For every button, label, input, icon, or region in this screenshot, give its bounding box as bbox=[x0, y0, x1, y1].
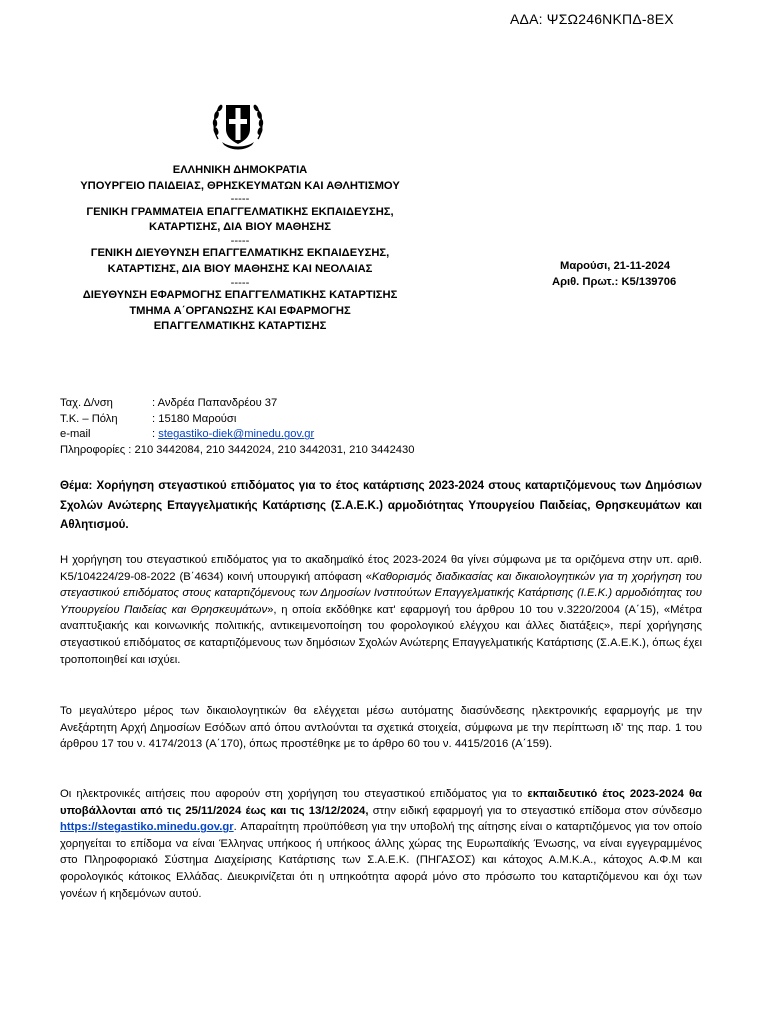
para1-text-a: Η χορήγηση του στεγαστικού επιδόματος για το ακαδημαϊκό έτος 2023-2024 θα γίνει σύμφωνα με τα οριζόμενα στην υπ. αριθ. Κ5/104224/29-08-2022 (Β΄4634) κοινή υπουργική απόφαση « bbox=[60, 554, 702, 583]
street-row bbox=[60, 396, 414, 412]
greek-coat-of-arms-icon bbox=[208, 95, 268, 155]
city-row bbox=[60, 412, 414, 428]
body-paragraph-1 bbox=[60, 552, 702, 668]
header-directorate: ΔΙΕΥΘΥΝΣΗ ΕΦΑΡΜΟΓΗΣ ΕΠΑΓΓΕΛΜΑΤΙΚΗΣ ΚΑΤΑΡΤΙΣΗΣ bbox=[82, 289, 398, 302]
street-label: Ταχ. Δ/νση bbox=[60, 397, 113, 409]
para3-text-b: στην ειδική εφαρμογή για το στεγαστικό επίδομα στον σύνδεσμο bbox=[368, 804, 703, 817]
email-row bbox=[60, 427, 414, 443]
para3-text-a: Οι ηλεκτρονικές αιτήσεις που αφορούν στη χορήγηση του στεγαστικού επιδόματος για το bbox=[60, 788, 528, 800]
header-separator: ----- bbox=[230, 193, 250, 206]
para3-text-c: . Απαραίτητη προϋπόθεση για την υποβολή της αίτησης είναι ο καταρτιζόμενος για τον οποίο χορηγείται το επίδομα να είναι Έλληνας υπήκοος ή υπήκοος άλλης χώρας της Ευρωπαϊκής Ένωσης, να είναι εγγεγραμμένος στο Πληροφοριακό Σύστημα Διαχείρισης Κατάρτισης των Σ.Α.Ε.Κ. (ΠΗΓΑΣΟΣ) και κάτοχος Α.Μ.Κ.Α., κάτοχος Α.Φ.Μ και φορολογικός κάτοικος Ελλάδας. Διευκρινίζεται ότι η υπηκοότητα αφορά μόνο στο πρόσωπο του καταρτιζόμενου και όχι των γονέων ή κηδεμόνων αυτού. bbox=[60, 821, 702, 900]
para1-decision-title: Καθορισμός διαδικασίας και δικαιολογητικών για τη χορήγηση του στεγαστικού επιδόματος στους καταρτιζόμενους των Δημοσίων Ινστιτούτων Επαγγελματικής Κατάρτισης (Ι.Ε.Κ.) αρμοδιότητας του Υπουργείου Παιδείας και Θρησκευμάτων bbox=[60, 570, 703, 616]
body-paragraph-2: Το μεγαλύτερο μέρος των δικαιολογητικών θα ελέγχεται μέσω αυτόματης διασύνδεσης ηλεκτρονικής εφαρμογής με την Ανεξάρτητη Αρχή Δημοσίων Εσόδων από όπου αντλούνται τα σχετικά στοιχεία, σύμφωνα με την περίπτωση ιδ' της παρ. 1 του άρθρου 17 του ν. 4174/2013 (Α΄170), όπως προστέθηκε με το άρθρο 60 του ν. 4415/2016 (Α΄159). bbox=[60, 705, 702, 751]
email-link[interactable]: stegastiko-diek@minedu.gov.gr bbox=[158, 428, 315, 441]
email-label: e-mail bbox=[60, 428, 91, 441]
issuer-header bbox=[40, 163, 440, 335]
header-ministry: ΥΠΟΥΡΓΕΙΟ ΠΑΙΔΕΙΑΣ, ΘΡΗΣΚΕΥΜΑΤΩΝ ΚΑΙ ΑΘΛΗΤΙΣΜΟΥ bbox=[80, 179, 400, 192]
para1-text-b: », η οποία εκδόθηκε κατ' εφαρμογή του άρθρου 10 του ν.3220/2004 (Α΄15), «Μέτρα αναπτυξιακής και κοινωνικής πολιτικής, αντικειμενοποίηση του φορολογικού ελέγχου και άλλες διατάξεις», περί χορήγησης στεγαστικού επιδόματος σε καταρτιζόμενους των δημόσιων Σχολών Ανώτερης Επαγγελματικής Κατάρτισης (Σ.Α.Ε.Κ.), όπως έχει τροποποιηθεί και ισχύει. bbox=[60, 603, 702, 666]
email-colon: : bbox=[152, 428, 159, 441]
street-value: : Ανδρέα Παπανδρέου 37 bbox=[152, 397, 278, 409]
header-secretariat-cont: ΚΑΤΑΡΤΙΣΗΣ, ΔΙΑ ΒΙΟΥ ΜΑΘΗΣΗΣ bbox=[149, 221, 331, 234]
document-date: Μαρούσι, 21-11-2024 bbox=[560, 260, 671, 272]
header-general-directorate: ΓΕΝΙΚΗ ΔΙΕΥΘΥΝΣΗ ΕΠΑΓΓΕΛΜΑΤΙΚΗΣ ΕΚΠΑΙΔΕΥΣΗΣ, bbox=[90, 247, 390, 260]
date-protocol-block bbox=[552, 258, 676, 290]
header-separator: ----- bbox=[230, 234, 250, 247]
header-department-cont: ΕΠΑΓΓΕΛΜΑΤΙΚΗΣ ΚΑΤΑΡΤΙΣΗΣ bbox=[153, 320, 327, 333]
phones-row: Πληροφορίες : 210 3442084, 210 3442024, 210 3442031, 210 3442430 bbox=[60, 444, 415, 457]
subject-line: Θέμα: Χορήγηση στεγαστικού επιδόματος για το έτος κατάρτισης 2023-2024 στους καταρτιζόμενους των Δημόσιων Σχολών Ανώτερης Επαγγελματικής Κατάρτισης (Σ.Α.Ε.Κ.) αρμοδιότητας Υπουργείου Παιδείας, Θρησκευμάτων και Αθλητισμού. bbox=[60, 479, 702, 531]
header-country: ΕΛΛΗΝΙΚΗ ΔΗΜΟΚΡΑΤΙΑ bbox=[172, 164, 308, 176]
header-department: ΤΜΗΜΑ Α΄ΟΡΓΑΝΩΣΗΣ ΚΑΙ ΕΦΑΡΜΟΓΗΣ bbox=[129, 304, 351, 317]
header-general-directorate-cont: ΚΑΤΑΡΤΙΣΗΣ, ΔΙΑ ΒΙΟΥ ΜΑΘΗΣΗΣ ΚΑΙ ΝΕΟΛΑΙΑΣ bbox=[107, 262, 373, 275]
contact-block bbox=[60, 396, 414, 459]
header-secretariat: ΓΕΝΙΚΗ ΓΡΑΜΜΑΤΕΙΑ ΕΠΑΓΓΕΛΜΑΤΙΚΗΣ ΕΚΠΑΙΔΕΥΣΗΣ, bbox=[86, 205, 394, 218]
protocol-number: Αριθ. Πρωτ.: Κ5/139706 bbox=[552, 276, 677, 288]
city-value: : 15180 Μαρούσι bbox=[152, 412, 237, 425]
body-paragraph-3 bbox=[60, 786, 702, 902]
ada-code: ΑΔΑ: ΨΣΩ246ΝΚΠΔ-8ΕΧ bbox=[510, 11, 674, 27]
para3-deadline: εκπαιδευτικό έτος 2023-2024 θα υποβάλλονται από τις 25/11/2024 έως και τις 13/12/2024, bbox=[60, 788, 702, 817]
application-link[interactable]: https://stegastiko.minedu.gov.gr bbox=[60, 821, 234, 834]
header-separator: ----- bbox=[230, 276, 250, 289]
city-label: Τ.Κ. – Πόλη bbox=[60, 412, 118, 425]
